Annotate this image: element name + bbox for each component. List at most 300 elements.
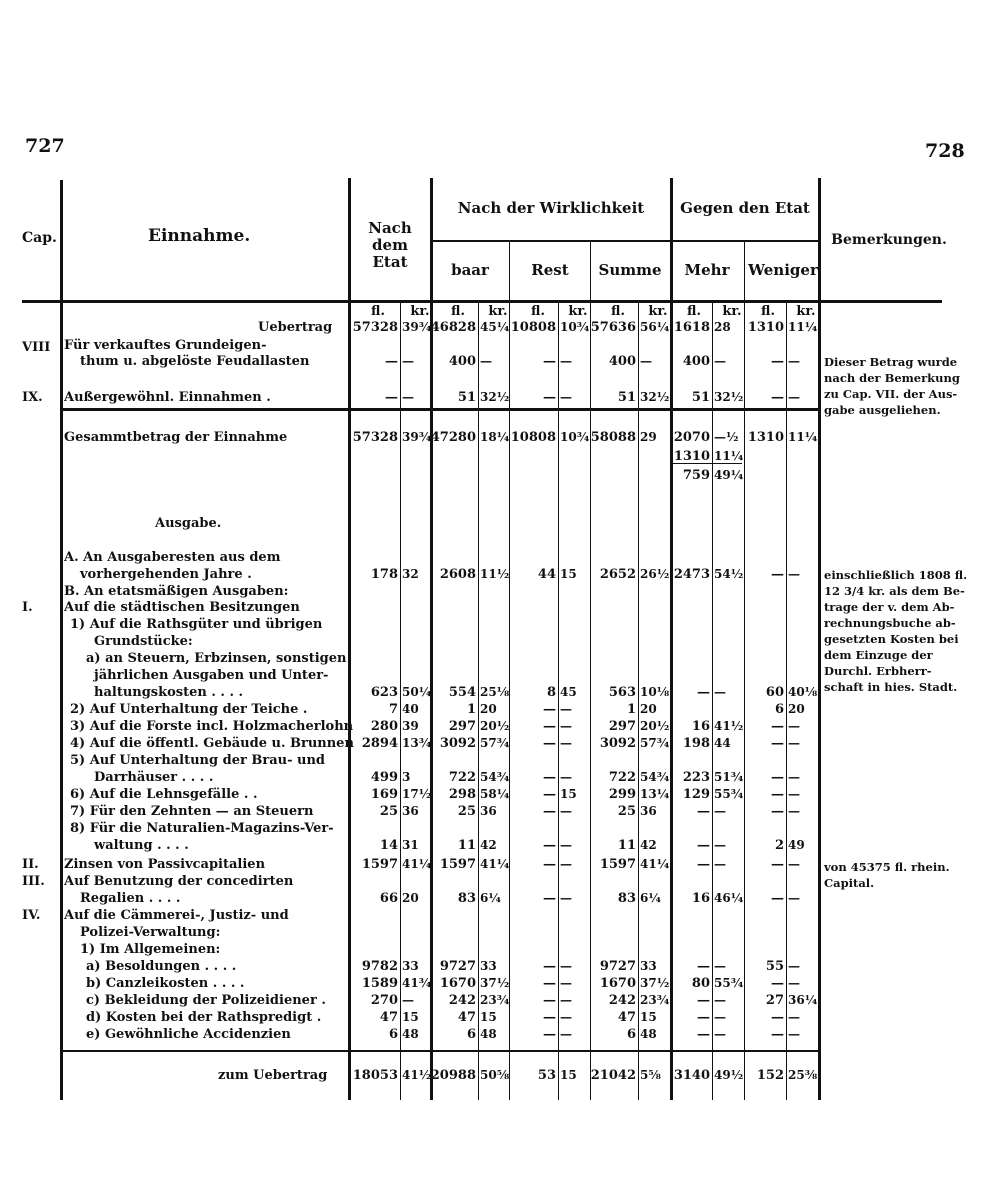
- amount-fl: 25: [379, 804, 398, 819]
- amount-fl: 3140: [673, 1068, 710, 1083]
- entry-text: Polizei-Verwaltung:: [80, 925, 221, 940]
- amount-fl: 6: [466, 1027, 476, 1042]
- amount-fl: 178: [370, 567, 398, 582]
- amount-fl: 51: [457, 390, 476, 405]
- amount-kr: —: [560, 354, 572, 368]
- entry-text: 2) Auf Unterhaltung der Teiche .: [70, 702, 308, 717]
- amount-kr: —: [560, 736, 572, 750]
- amount-fl: 53: [537, 1068, 556, 1083]
- entry-text: 7) Für den Zehnten — an Steuern: [70, 804, 314, 819]
- amount-fl: —: [771, 804, 784, 819]
- amount-fl: —: [543, 857, 556, 872]
- amount-fl: 400: [682, 354, 710, 369]
- amount-fl: 60: [765, 685, 784, 700]
- entry-text: B. An etatsmäßigen Ausgaben:: [64, 584, 289, 599]
- kr-rule-2: [478, 302, 479, 1100]
- amount-kr: —: [560, 959, 572, 973]
- header-summe: Summe: [598, 261, 662, 279]
- entry-text: e) Gewöhnliche Accidenzien: [86, 1027, 291, 1042]
- amount-fl: 11: [617, 838, 636, 853]
- amount-fl: 2473: [673, 567, 710, 582]
- remark-line: dem Einzuge der: [824, 648, 933, 662]
- amount-fl: —: [697, 804, 710, 819]
- amount-fl: —: [771, 390, 784, 405]
- entry-text: 1) Auf die Rathsgüter und übrigen: [70, 617, 323, 632]
- amount-kr: 36: [640, 804, 657, 818]
- amount-kr: —: [714, 1010, 726, 1024]
- amount-kr: —: [714, 857, 726, 871]
- amount-fl: —: [771, 787, 784, 802]
- amount-fl: 400: [608, 354, 636, 369]
- amount-kr: —: [560, 719, 572, 733]
- amount-kr: 48: [480, 1027, 497, 1041]
- amount-kr: 33: [480, 959, 497, 973]
- amount-fl: —: [771, 770, 784, 785]
- amount-fl: —: [543, 993, 556, 1008]
- amount-fl: —: [697, 993, 710, 1008]
- amount-fl: 400: [448, 354, 476, 369]
- amount-kr: 31: [402, 838, 419, 852]
- entry-text: zum Uebertrag: [218, 1068, 328, 1083]
- remark-line: Durchl. Erbherr-: [824, 664, 932, 678]
- amount-fl: —: [697, 1010, 710, 1025]
- unit-label: fl.: [451, 304, 465, 319]
- cap-number: II.: [22, 857, 39, 872]
- entry-text: 3) Auf die Forste incl. Holzmacherlohn: [70, 719, 354, 734]
- amount-kr: 36: [402, 804, 419, 818]
- amount-kr: 18¼: [480, 430, 510, 444]
- amount-fl: —: [543, 804, 556, 819]
- amount-kr: 11¼: [714, 449, 744, 463]
- entry-text: Für verkauftes Grundeigen-: [64, 338, 267, 353]
- cap-number: VIII: [22, 340, 51, 355]
- amount-kr: 45¼: [480, 320, 510, 334]
- entry-text: vorhergehenden Jahre .: [80, 567, 252, 582]
- amount-fl: 83: [617, 891, 636, 906]
- col-rule-cap: [60, 180, 63, 1100]
- amount-kr: 15: [640, 1010, 657, 1024]
- amount-kr: —: [788, 787, 800, 801]
- amount-kr: 40: [402, 702, 419, 716]
- amount-kr: —: [560, 1027, 572, 1041]
- amount-kr: 15: [480, 1010, 497, 1024]
- amount-kr: 25⅛: [480, 685, 510, 699]
- amount-fl: —: [543, 838, 556, 853]
- amount-kr: 15: [560, 787, 577, 801]
- amount-kr: —: [788, 891, 800, 905]
- amount-kr: 32: [402, 567, 419, 581]
- amount-fl: 1670: [599, 976, 636, 991]
- amount-fl: 1597: [361, 857, 398, 872]
- header-baar: baar: [451, 261, 489, 279]
- amount-kr: —: [714, 959, 726, 973]
- remark-line: gabe ausgeliehen.: [824, 403, 941, 417]
- amount-fl: 2608: [439, 567, 476, 582]
- amount-fl: —: [543, 719, 556, 734]
- amount-kr: —: [788, 770, 800, 784]
- unit-label: kr.: [648, 304, 668, 319]
- amount-fl: 66: [379, 891, 398, 906]
- entry-text: 5) Auf Unterhaltung der Brau- und: [70, 753, 325, 768]
- amount-kr: 20: [640, 702, 657, 716]
- amount-fl: —: [543, 770, 556, 785]
- amount-fl: 9727: [599, 959, 636, 974]
- amount-kr: 20½: [640, 719, 670, 733]
- unit-label: kr.: [410, 304, 430, 319]
- amount-kr: 3: [402, 770, 411, 784]
- income-total-rule: [60, 408, 820, 411]
- entry-text: a) an Steuern, Erbzinsen, sonstigen: [86, 651, 347, 666]
- amount-kr: —: [788, 959, 800, 973]
- kr-rule-5: [712, 302, 713, 1100]
- amount-kr: 42: [640, 838, 657, 852]
- unit-label: kr.: [796, 304, 816, 319]
- cap-number: IX.: [22, 390, 43, 405]
- amount-fl: 9727: [439, 959, 476, 974]
- amount-fl: 299: [608, 787, 636, 802]
- cap-number: I.: [22, 600, 33, 615]
- amount-fl: —: [543, 891, 556, 906]
- amount-kr: 20: [788, 702, 805, 716]
- amount-fl: 6: [774, 702, 784, 717]
- unit-label: fl.: [531, 304, 545, 319]
- amount-fl: 3092: [439, 736, 476, 751]
- amount-kr: —: [788, 390, 800, 404]
- amount-kr: —: [714, 1027, 726, 1041]
- kr-rule-4: [638, 302, 639, 1100]
- amount-kr: 41½: [402, 1068, 432, 1082]
- amount-fl: 16: [691, 719, 710, 734]
- amount-fl: 298: [448, 787, 476, 802]
- amount-kr: 49¼: [714, 468, 744, 482]
- amount-kr: 41¼: [480, 857, 510, 871]
- unit-label: kr.: [568, 304, 588, 319]
- amount-kr: —: [788, 804, 800, 818]
- unit-label: fl.: [761, 304, 775, 319]
- entry-text: Darrhäuser . . . .: [94, 770, 214, 785]
- amount-fl: 759: [682, 468, 710, 483]
- amount-fl: 499: [370, 770, 398, 785]
- amount-kr: 11¼: [788, 430, 818, 444]
- amount-fl: 1589: [361, 976, 398, 991]
- amount-fl: 20988: [430, 1068, 476, 1083]
- amount-kr: —: [402, 993, 414, 1007]
- carry-rule: [60, 1050, 820, 1052]
- amount-fl: 25: [617, 804, 636, 819]
- entry-text: a) Besoldungen . . . .: [86, 959, 237, 974]
- amount-fl: 47: [617, 1010, 636, 1025]
- amount-fl: —: [543, 354, 556, 369]
- amount-kr: 10¾: [560, 320, 590, 334]
- amount-fl: 47: [379, 1010, 398, 1025]
- amount-kr: —: [402, 354, 414, 368]
- amount-kr: 45: [560, 685, 577, 699]
- amount-fl: 1: [466, 702, 476, 717]
- amount-kr: 20: [480, 702, 497, 716]
- amount-fl: 722: [448, 770, 476, 785]
- entry-text: c) Bekleidung der Polizeidiener .: [86, 993, 326, 1008]
- entry-text: Grundstücke:: [94, 634, 193, 649]
- amount-fl: 297: [448, 719, 476, 734]
- amount-kr: 15: [402, 1010, 419, 1024]
- amount-kr: 13¾: [402, 736, 432, 750]
- amount-fl: 47: [457, 1010, 476, 1025]
- amount-fl: 58088: [590, 430, 636, 445]
- unit-label: kr.: [488, 304, 508, 319]
- amount-kr: 41¼: [640, 857, 670, 871]
- amount-fl: —: [543, 702, 556, 717]
- amount-fl: —: [385, 354, 398, 369]
- amount-kr: 10⅛: [640, 685, 670, 699]
- amount-kr: 13¼: [640, 787, 670, 801]
- amount-kr: 15: [560, 567, 577, 581]
- amount-kr: 32½: [714, 390, 744, 404]
- amount-kr: —: [560, 891, 572, 905]
- amount-fl: 16: [691, 891, 710, 906]
- amount-fl: 1597: [439, 857, 476, 872]
- amount-kr: —: [560, 857, 572, 871]
- cap-number: IV.: [22, 908, 41, 923]
- amount-kr: 32½: [640, 390, 670, 404]
- amount-kr: —: [560, 1010, 572, 1024]
- amount-fl: 1: [626, 702, 636, 717]
- amount-fl: —: [697, 1027, 710, 1042]
- entry-text: thum u. abgelöste Feudallasten: [80, 354, 310, 369]
- amount-kr: 25⅜: [788, 1068, 818, 1082]
- amount-kr: 6¼: [480, 891, 501, 905]
- unit-label: kr.: [722, 304, 742, 319]
- entry-text: waltung . . . .: [94, 838, 189, 853]
- entry-text: Auf die städtischen Besitzungen: [64, 600, 300, 615]
- amount-kr: —: [788, 1010, 800, 1024]
- amount-fl: 169: [370, 787, 398, 802]
- amount-kr: 46¼: [714, 891, 744, 905]
- entry-text: Zinsen von Passivcapitalien: [64, 857, 266, 872]
- entry-text: A. An Ausgaberesten aus dem: [64, 550, 281, 565]
- entry-text: d) Kosten bei der Rathspredigt .: [86, 1010, 322, 1025]
- amount-fl: —: [543, 787, 556, 802]
- remark-line: einschließlich 1808 fl.: [824, 568, 968, 582]
- unit-label: fl.: [687, 304, 701, 319]
- amount-kr: —: [788, 736, 800, 750]
- amount-kr: 33: [640, 959, 657, 973]
- amount-fl: 2: [774, 838, 784, 853]
- amount-fl: 297: [608, 719, 636, 734]
- amount-kr: 11½: [480, 567, 510, 581]
- amount-fl: 9782: [361, 959, 398, 974]
- remark-line: von 45375 fl. rhein.: [824, 860, 950, 874]
- amount-kr: —: [402, 390, 414, 404]
- amount-fl: 242: [448, 993, 476, 1008]
- entry-text: b) Canzleikosten . . . .: [86, 976, 245, 991]
- amount-kr: 55¾: [714, 976, 744, 990]
- amount-kr: 49½: [714, 1068, 744, 1082]
- kr-rule-1: [400, 302, 401, 1100]
- amount-kr: 39: [402, 719, 419, 733]
- amount-fl: 1597: [599, 857, 636, 872]
- amount-fl: 46828: [430, 320, 476, 335]
- amount-fl: 6: [626, 1027, 636, 1042]
- remark-line: Capital.: [824, 876, 875, 890]
- header-mehr: Mehr: [684, 261, 730, 279]
- kr-rule-3: [558, 302, 559, 1100]
- amount-kr: 48: [640, 1027, 657, 1041]
- amount-fl: —: [771, 736, 784, 751]
- remark-line: zu Cap. VII. der Aus-: [824, 387, 958, 401]
- amount-kr: 15: [560, 1068, 577, 1082]
- amount-kr: 57¾: [640, 736, 670, 750]
- amount-fl: 47280: [430, 430, 476, 445]
- amount-kr: —: [560, 390, 572, 404]
- amount-fl: 242: [608, 993, 636, 1008]
- header-wirklichkeit: Nach der Wirklichkeit: [457, 199, 645, 217]
- amount-fl: 1670: [439, 976, 476, 991]
- amount-kr: 17½: [402, 787, 432, 801]
- amount-kr: 28: [714, 320, 731, 334]
- amount-fl: 563: [608, 685, 636, 700]
- entry-text: Gesammtbetrag der Einnahme: [64, 430, 288, 445]
- amount-kr: —: [714, 838, 726, 852]
- amount-fl: 2894: [361, 736, 398, 751]
- amount-kr: 54¾: [640, 770, 670, 784]
- remark-line: trage der v. dem Ab-: [824, 600, 955, 614]
- remark-line: nach der Bemerkung: [824, 371, 960, 385]
- amount-fl: —: [771, 891, 784, 906]
- amount-kr: —: [560, 770, 572, 784]
- header-weniger: Weniger: [748, 261, 818, 279]
- entry-text: 8) Für die Naturalien-Magazins-Ver-: [70, 821, 334, 836]
- amount-fl: —: [771, 976, 784, 991]
- amount-kr: —½: [714, 430, 739, 444]
- remark-line: gesetzten Kosten bei: [824, 632, 959, 646]
- amount-kr: —: [788, 567, 800, 581]
- amount-kr: —: [788, 976, 800, 990]
- amount-fl: 280: [370, 719, 398, 734]
- amount-fl: 44: [537, 567, 556, 582]
- entry-text: Auf Benutzung der concedirten: [64, 874, 294, 889]
- amount-fl: —: [771, 1027, 784, 1042]
- amount-kr: 33: [402, 959, 419, 973]
- amount-fl: —: [697, 857, 710, 872]
- entry-text: Regalien . . . .: [80, 891, 181, 906]
- entry-text: Außergewöhnl. Einnahmen .: [64, 390, 271, 405]
- amount-fl: —: [771, 354, 784, 369]
- amount-kr: 58¼: [480, 787, 510, 801]
- amount-fl: 14: [379, 838, 398, 853]
- amount-fl: —: [771, 719, 784, 734]
- entry-text: jährlichen Ausgaben und Unter-: [94, 668, 329, 683]
- amount-fl: 554: [448, 685, 476, 700]
- amount-fl: 6: [388, 1027, 398, 1042]
- amount-fl: 51: [691, 390, 710, 405]
- amount-kr: —: [640, 354, 652, 368]
- amount-fl: 21042: [590, 1068, 636, 1083]
- amount-kr: 20½: [480, 719, 510, 733]
- amount-kr: 36: [480, 804, 497, 818]
- amount-kr: —: [714, 993, 726, 1007]
- amount-fl: 223: [682, 770, 710, 785]
- amount-fl: —: [543, 390, 556, 405]
- amount-kr: 39¾: [402, 320, 432, 334]
- entry-text: 6) Auf die Lehnsgefälle . .: [70, 787, 258, 802]
- header-nach-etat: Nach dem Etat: [368, 219, 412, 271]
- amount-fl: 18053: [352, 1068, 398, 1083]
- amount-kr: —: [788, 857, 800, 871]
- remark-line: 12 3/4 kr. als dem Be-: [824, 584, 965, 598]
- amount-fl: 10808: [510, 320, 556, 335]
- amount-fl: —: [543, 736, 556, 751]
- amount-kr: 41¼: [402, 857, 432, 871]
- remark-line: Dieser Betrag wurde: [824, 355, 958, 369]
- amount-kr: 6¼: [640, 891, 661, 905]
- amount-fl: —: [543, 1027, 556, 1042]
- entry-text: 1) Im Allgemeinen:: [80, 942, 221, 957]
- entry-text: Ausgabe.: [155, 516, 222, 531]
- amount-fl: —: [771, 1010, 784, 1025]
- amount-kr: 54¾: [480, 770, 510, 784]
- amount-fl: 270: [370, 993, 398, 1008]
- amount-kr: 50¼: [402, 685, 432, 699]
- amount-kr: —: [560, 993, 572, 1007]
- amount-fl: 10808: [510, 430, 556, 445]
- amount-fl: 1310: [747, 430, 784, 445]
- amount-fl: 57328: [352, 430, 398, 445]
- header-bemerkungen: Bemerkungen.: [831, 232, 947, 248]
- amount-kr: 23¾: [640, 993, 670, 1007]
- amount-kr: 41½: [714, 719, 744, 733]
- amount-fl: 129: [682, 787, 710, 802]
- page-number-left: 727: [25, 135, 65, 157]
- amount-kr: 37½: [480, 976, 510, 990]
- amount-fl: 1310: [673, 449, 710, 464]
- amount-fl: 83: [457, 891, 476, 906]
- amount-fl: —: [771, 857, 784, 872]
- amount-kr: 10¾: [560, 430, 590, 444]
- amount-fl: 55: [765, 959, 784, 974]
- amount-fl: —: [697, 838, 710, 853]
- amount-fl: 57636: [590, 320, 636, 335]
- amount-fl: 2652: [599, 567, 636, 582]
- amount-kr: —: [560, 702, 572, 716]
- amount-kr: —: [560, 838, 572, 852]
- page-number-right: 728: [925, 140, 965, 162]
- unit-label: fl.: [611, 304, 625, 319]
- amount-kr: —: [714, 354, 726, 368]
- amount-kr: 29: [640, 430, 657, 444]
- amount-kr: 32½: [480, 390, 510, 404]
- amount-kr: —: [788, 719, 800, 733]
- header-einnahme: Einnahme.: [148, 226, 251, 246]
- amount-fl: —: [543, 1010, 556, 1025]
- amount-fl: 152: [756, 1068, 784, 1083]
- amount-kr: 41¾: [402, 976, 432, 990]
- amount-kr: 54½: [714, 567, 744, 581]
- amount-fl: —: [543, 959, 556, 974]
- amount-fl: 11: [457, 838, 476, 853]
- amount-kr: 57¾: [480, 736, 510, 750]
- amount-kr: 11¼: [788, 320, 818, 334]
- amount-kr: 44: [714, 736, 731, 750]
- amount-kr: 48: [402, 1027, 419, 1041]
- amount-kr: 26½: [640, 567, 670, 581]
- amount-fl: 2070: [673, 430, 710, 445]
- amount-kr: —: [480, 354, 492, 368]
- amount-fl: —: [385, 390, 398, 405]
- entry-text: 4) Auf die öffentl. Gebäude u. Brunnen: [70, 736, 354, 751]
- amount-fl: 722: [608, 770, 636, 785]
- amount-kr: 20: [402, 891, 419, 905]
- amount-fl: —: [543, 976, 556, 991]
